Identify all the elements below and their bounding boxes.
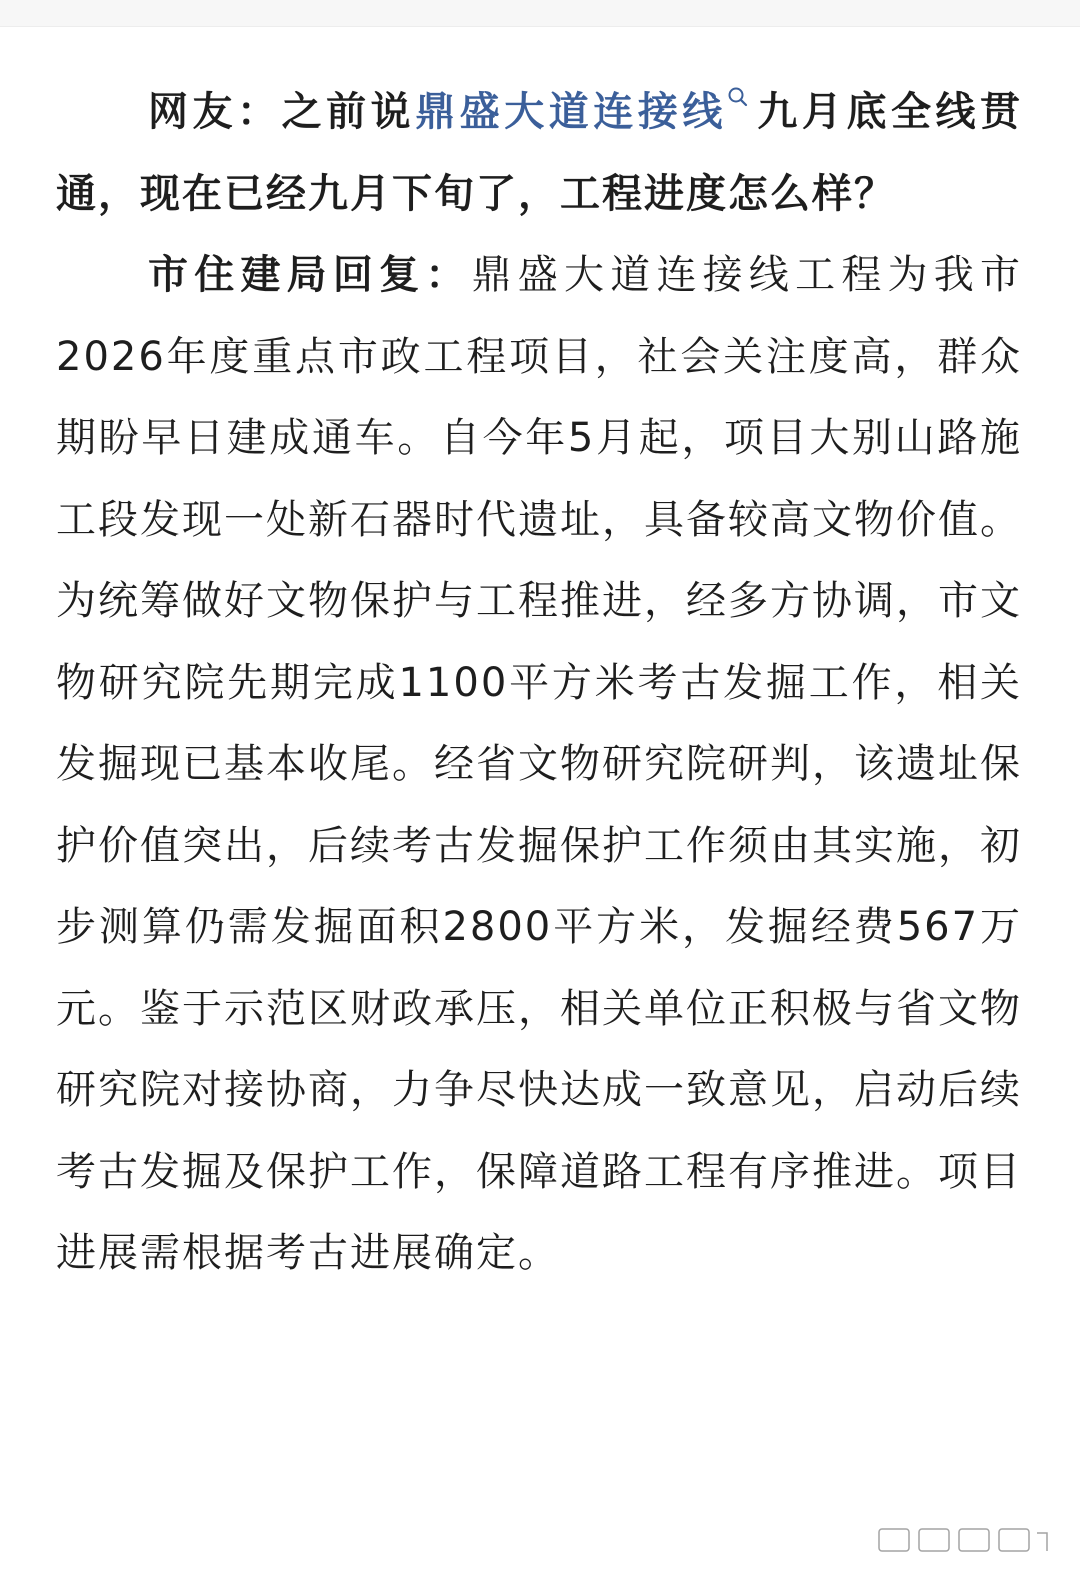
reply-paragraph (56, 235, 1022, 1295)
question-text-before: 之前说 (281, 89, 416, 135)
search-icon[interactable] (727, 86, 751, 116)
question-text-after: 九月底全线贯通，现在已经九月下旬了，工程进度怎么样？ (56, 89, 1023, 217)
reply-speaker: 市住建局回复： (148, 252, 472, 298)
article-body (56, 72, 1022, 1295)
topic-link[interactable]: 鼎盛大道连接线 (415, 89, 727, 135)
reply-text: 鼎盛大道连接线工程为我市2026年度重点市政工程项目，社会关注度高，群众期盼早日建成通车。自今年5月起，项目大别山路施工段发现一处新石器时代遗址，具备较高文物价值。为统筹做好文物保护与工程推进，经多方协调，市文物研究院先期完成1100平方米考古发掘工作，相关发掘现已基本收尾。经省文物研究院研判，该遗址保护价值突出，后续考古发掘保护工作须由其实施，初步测算仍需发掘面积2800平方米，发掘经费567万元。鉴于示范区财政承压，相关单位正积极与省文物研究院对接协商，力争尽快达成一致意见，启动后续考古发掘及保护工作，保障道路工程有序推进。项目进展需根据考古进展确定。 (56, 252, 1023, 1276)
watermark-logo (875, 1523, 1055, 1557)
question-speaker: 网友： (148, 89, 282, 135)
top-bar (0, 0, 1080, 27)
question-paragraph (56, 72, 1022, 235)
